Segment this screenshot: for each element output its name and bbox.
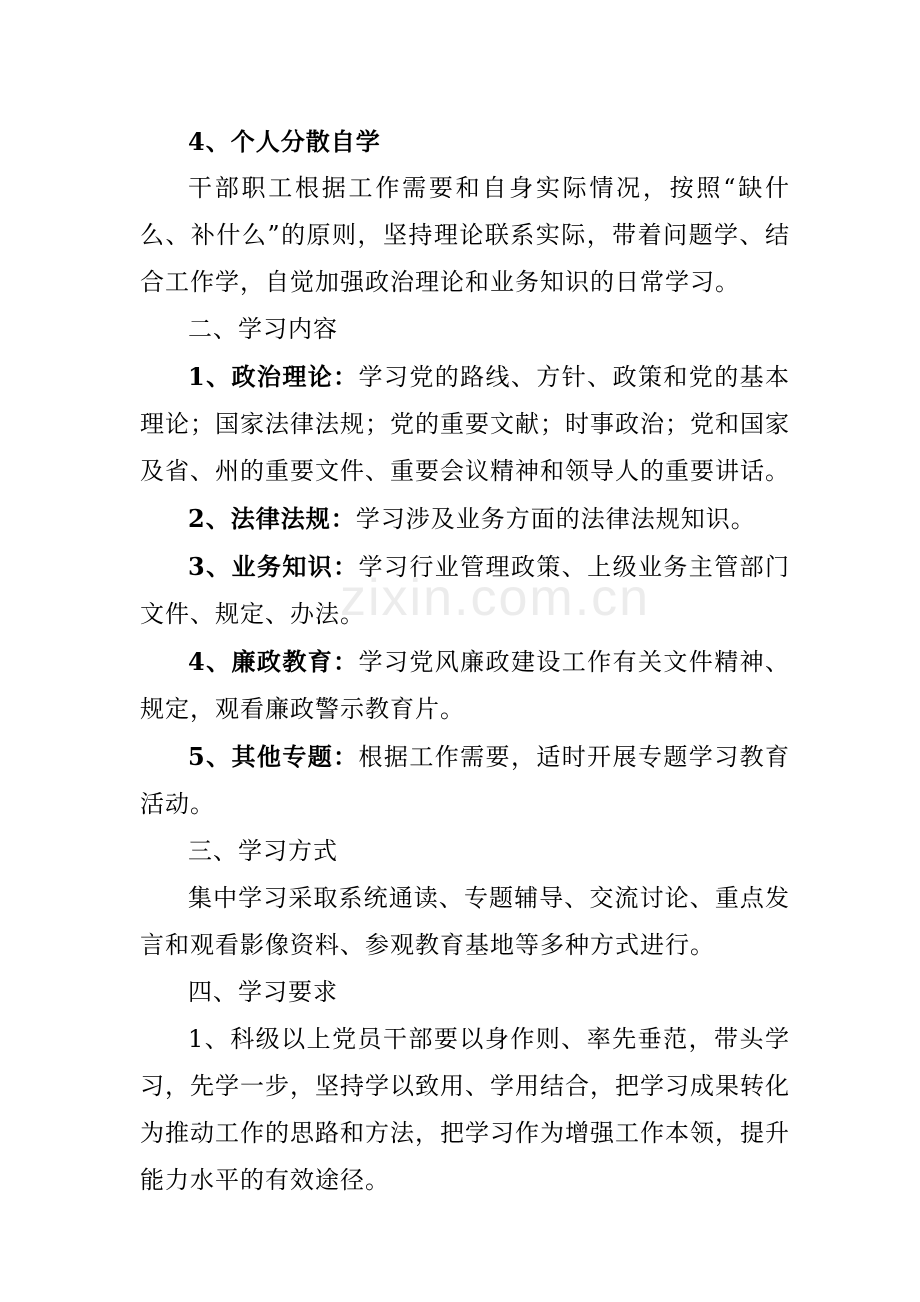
heading-study-methods: 三、学习方式 xyxy=(188,837,338,865)
requirement-item: 1、科级以上党员干部要以身作则、率先垂范，带头学习，先学一步，坚持学以致用、学用结合，把学习成果转化为推动工作的思路和方法，把学习作为增强工作本领，提升能力水平的有效途径。 xyxy=(140,1025,790,1194)
paragraph-personal-study: 干部职工根据工作需要和自身实际情况，按照“缺什么、补什么”的原则，坚持理论联系实际，带着问题学、结合工作学，自觉加强政治理论和业务知识的日常学习。 xyxy=(140,174,790,296)
content-item-integrity xyxy=(140,638,790,733)
heading-study-content: 二、学习内容 xyxy=(188,315,338,343)
content-item-lead: 1、政治理论： xyxy=(188,362,359,391)
content-item-lead: 2、法律法规： xyxy=(188,504,356,533)
content-item-lead: 3、业务知识： xyxy=(188,552,359,581)
content-item-text: 学习涉及业务方面的法律法规知识。 xyxy=(355,505,756,533)
content-item-lead: 5、其他专题： xyxy=(188,742,359,771)
heading-study-requirements: 四、学习要求 xyxy=(188,978,338,1006)
content-item-law xyxy=(140,495,790,543)
content-item-text: 学习行业管理政策、上级业务主管部门文件、规定、办法。 xyxy=(140,553,790,628)
content-item-text: 学习党风廉政建设工作有关文件精神、规定，观看廉政警示教育片。 xyxy=(140,648,790,723)
content-item-text: 根据工作需要，适时开展专题学习教育活动。 xyxy=(140,743,790,818)
section-title-personal-study: 4、个人分散自学 xyxy=(188,127,381,156)
content-item-other xyxy=(140,733,790,828)
document-page xyxy=(140,118,790,1204)
content-item-text: 学习党的路线、方针、政策和党的基本理论；国家法律法规；党的重要文献；时事政治；党和国家及省、州的重要文件、重要会议精神和领导人的重要讲话。 xyxy=(140,363,790,485)
content-item-lead: 4、廉政教育： xyxy=(188,647,359,676)
content-item-politics xyxy=(140,353,790,495)
content-item-business xyxy=(140,543,790,638)
watermark: zixin.com.cn xyxy=(340,569,651,627)
paragraph-study-methods: 集中学习采取系统通读、专题辅导、交流讨论、重点发言和观看影像资料、参观教育基地等多种方式进行。 xyxy=(140,884,790,959)
